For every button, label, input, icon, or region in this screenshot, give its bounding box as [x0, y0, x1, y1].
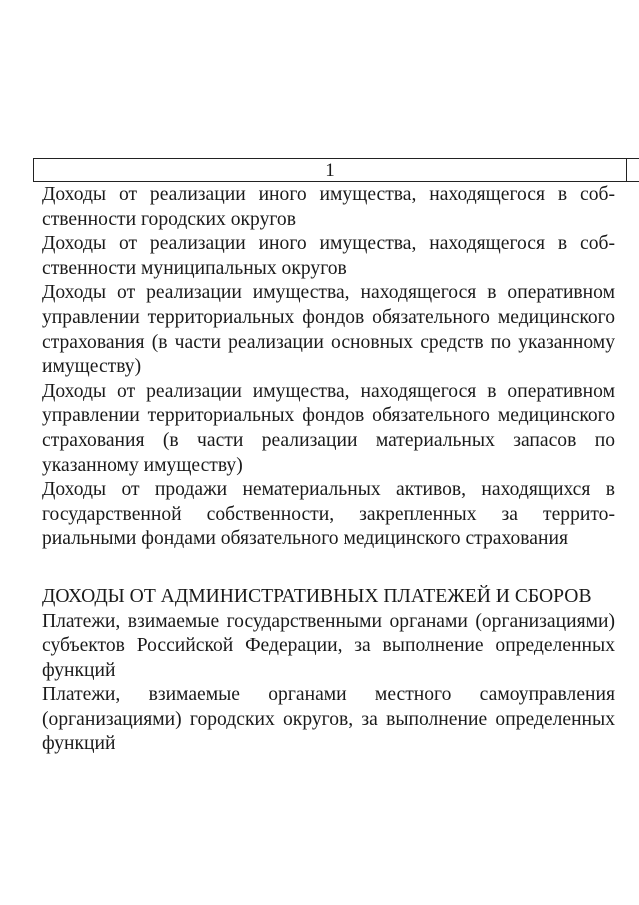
income-item: Доходы от реализации имущества, находящегося в оперативном управлении территориальных фондов обязательного медицинского страхования (в части реализации материальных запасов по указанному имуществу): [42, 380, 615, 476]
table-header-row: [33, 158, 639, 182]
income-item: Платежи, взимаемые государственными органами (организациями) субъектов Российской Федерации, за выполнение определенных функций: [42, 610, 615, 681]
section-heading: ДОХОДЫ ОТ АДМИНИСТРАТИВНЫХ ПЛАТЕЖЕЙ И СБОРОВ: [42, 585, 592, 607]
document-body: [42, 183, 615, 757]
income-item: Доходы от продажи нематериальных активов, находящихся в государственной собственности, закрепленных за территориальными фондами обязательного медицинского страхования: [42, 479, 615, 550]
column-number-2: [627, 159, 639, 181]
income-item: Доходы от реализации иного имущества, находящегося в собственности муниципальных округов: [42, 233, 615, 279]
income-item: Доходы от реализации иного имущества, находящегося в собственности городских округов: [42, 184, 615, 230]
income-item: Доходы от реализации имущества, находящегося в оперативном управлении территориальных фондов обязательного медицинского страхования (в части реализации основных средств по указанному имуществу): [42, 282, 615, 378]
column-number-1: 1: [34, 159, 627, 181]
income-item: Платежи, взимаемые органами местного самоуправления (организациями) городских округов, за выполнение определенных функций: [42, 684, 615, 755]
